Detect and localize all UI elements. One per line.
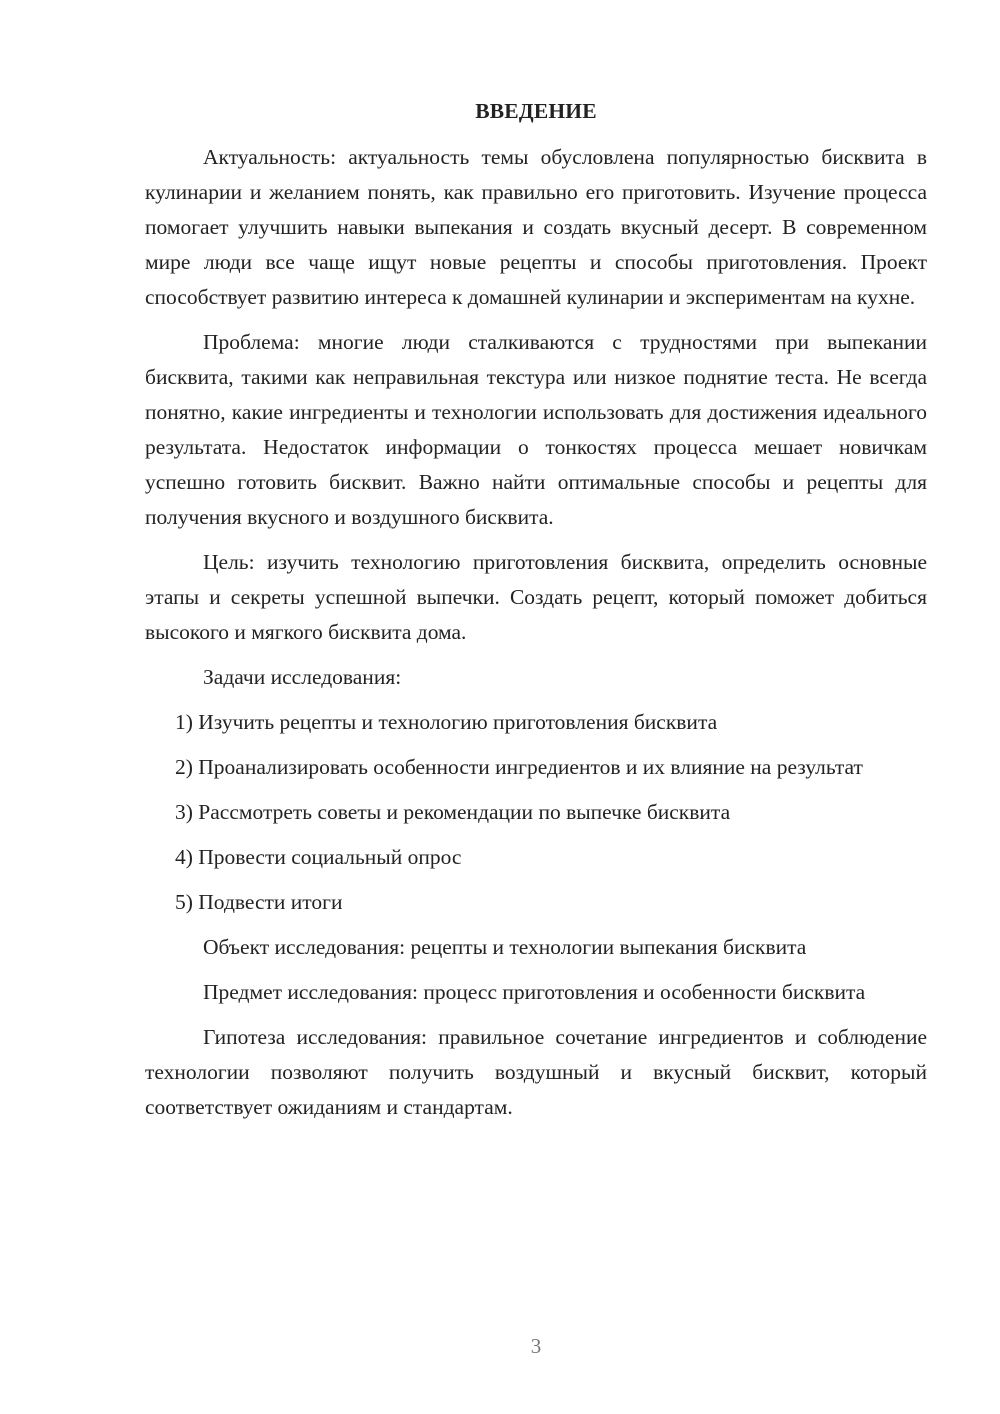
list-item: 1) Изучить рецепты и технологию приготовления бисквита	[175, 710, 718, 734]
tasks-heading: Задачи исследования:	[203, 665, 402, 689]
list-item: 3) Рассмотреть советы и рекомендации по выпечке бисквита	[175, 800, 731, 824]
research-subject-paragraph: Предмет исследования: процесс приготовления и особенности бисквита	[203, 980, 866, 1004]
research-object-paragraph: Объект исследования: рецепты и технологии выпекания бисквита	[203, 935, 807, 959]
goal-paragraph: Цель: изучить технологию приготовления бисквита, определить основные этапы и секреты успешной выпечки. Создать рецепт, который поможет добиться высокого и мягкого бисквита дома.	[145, 550, 927, 644]
list-item: 5) Подвести итоги	[175, 890, 343, 914]
tasks-list	[145, 705, 927, 920]
list-item: 4) Провести социальный опрос	[175, 845, 462, 869]
document-body	[145, 94, 927, 1135]
page-number: 3	[530, 1334, 542, 1358]
section-title: ВВЕДЕНИЕ	[475, 99, 597, 123]
list-item: 2) Проанализировать особенности ингредиентов и их влияние на результат	[175, 755, 863, 779]
hypothesis-paragraph: Гипотеза исследования: правильное сочетание ингредиентов и соблюдение технологии позволяют получить воздушный и вкусный бисквит, который соответствует ожиданиям и стандартам.	[145, 1025, 927, 1119]
relevance-paragraph: Актуальность: актуальность темы обусловлена популярностью бисквита в кулинарии и желанием понять, как правильно его приготовить. Изучение процесса помогает улучшить навыки выпекания и создать вкусный десерт. В современном мире люди все чаще ищут новые рецепты и способы приготовления. Проект способствует развитию интереса к домашней кулинарии и экспериментам на кухне.	[145, 145, 927, 309]
problem-paragraph: Проблема: многие люди сталкиваются с трудностями при выпекании бисквита, такими как неправильная текстура или низкое поднятие теста. Не всегда понятно, какие ингредиенты и технологии использовать для достижения идеального результата. Недостаток информации о тонкостях процесса мешает новичкам успешно готовить бисквит. Важно найти оптимальные способы и рецепты для получения вкусного и воздушного бисквита.	[145, 330, 927, 529]
